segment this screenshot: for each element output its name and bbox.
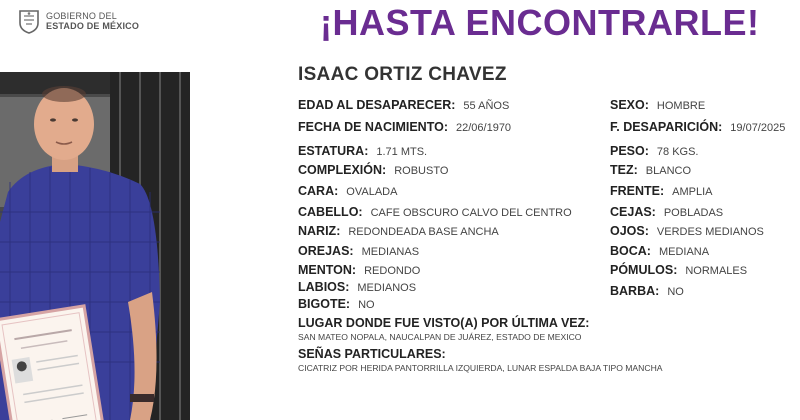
field-value: 19/07/2025 [730, 122, 786, 134]
field-value: 1.71 MTS. [376, 146, 428, 158]
field-eyes [610, 224, 764, 238]
field-lips [298, 280, 416, 294]
field-label: PÓMULOS: [610, 263, 678, 277]
field-label: FECHA DE NACIMIENTO: [298, 120, 448, 134]
person-name: ISAAC ORTIZ CHAVEZ [298, 64, 507, 85]
field-label: PESO: [610, 144, 649, 158]
field-label: MENTON: [298, 263, 357, 277]
field-disappearance-date [610, 120, 785, 134]
field-cheekbones [610, 263, 747, 277]
field-value: MEDIANAS [361, 246, 420, 258]
field-value: HOMBRE [656, 100, 706, 112]
field-label: F. DESAPARICIÓN: [610, 120, 723, 134]
government-logo [18, 8, 139, 34]
field-value: MEDIANOS [357, 282, 417, 294]
field-value: BLANCO [645, 165, 692, 177]
last-seen-label: LUGAR DONDE FUE VISTO(A) POR ÚLTIMA VEZ: [298, 316, 590, 330]
field-value: ROBUSTO [394, 165, 449, 177]
field-sex [610, 98, 705, 112]
field-birth-date [298, 120, 511, 134]
headline: ¡HASTA ENCONTRARLE! [320, 2, 760, 43]
field-value: NO [667, 286, 684, 298]
distinguishing-marks-label: SEÑAS PARTICULARES: [298, 347, 446, 361]
field-value: VERDES MEDIANOS [656, 226, 764, 238]
field-eyebrows [610, 205, 723, 219]
field-nose [298, 224, 499, 238]
field-label: EDAD AL DESAPARECER: [298, 98, 456, 112]
field-value: 55 AÑOS [463, 100, 510, 112]
field-beard [610, 284, 684, 298]
field-value: CAFE OBSCURO CALVO DEL CENTRO [370, 207, 572, 219]
field-value: NORMALES [685, 265, 748, 277]
field-chin [298, 263, 420, 277]
field-complexion [610, 163, 691, 177]
field-forehead [610, 184, 713, 198]
field-value: MEDIANA [658, 246, 710, 258]
field-label: OJOS: [610, 224, 649, 238]
field-label: OREJAS: [298, 244, 354, 258]
distinguishing-marks-value: CICATRIZ POR HERIDA PANTORRILLA IZQUIERDA, LUNAR ESPALDA BAJA TIPO MANCHA [298, 363, 663, 373]
state-seal-icon [18, 8, 40, 34]
field-age [298, 98, 509, 112]
field-value: 22/06/1970 [456, 122, 512, 134]
field-mustache [298, 297, 375, 311]
field-value: 78 KGS. [656, 146, 699, 158]
field-label: ESTATURA: [298, 144, 369, 158]
field-label: LABIOS: [298, 280, 350, 294]
field-label: BOCA: [610, 244, 651, 258]
field-value: NO [358, 299, 375, 311]
last-seen-value: SAN MATEO NOPALA, NAUCALPAN DE JUÁREZ, ESTADO DE MEXICO [298, 332, 582, 342]
field-build [298, 163, 448, 177]
field-label: FRENTE: [610, 184, 665, 198]
field-face [298, 184, 397, 198]
field-value: REDONDEADA BASE ANCHA [348, 226, 499, 238]
field-label: BARBA: [610, 284, 660, 298]
field-label: COMPLEXIÓN: [298, 163, 387, 177]
field-mouth [610, 244, 709, 258]
field-weight [610, 144, 698, 158]
field-value: AMPLIA [672, 186, 713, 198]
field-label: TEZ: [610, 163, 638, 177]
field-value: OVALADA [346, 186, 398, 198]
logo-line-1: GOBIERNO DEL [46, 11, 117, 21]
field-label: CABELLO: [298, 205, 363, 219]
field-label: CARA: [298, 184, 339, 198]
field-label: CEJAS: [610, 205, 656, 219]
field-hair [298, 205, 572, 219]
field-label: BIGOTE: [298, 297, 351, 311]
field-value: POBLADAS [663, 207, 724, 219]
field-height [298, 144, 427, 158]
field-ears [298, 244, 419, 258]
logo-line-2: ESTADO DE MÉXICO [46, 21, 140, 31]
field-value: REDONDO [364, 265, 421, 277]
field-label: SEXO: [610, 98, 649, 112]
field-label: NARIZ: [298, 224, 341, 238]
missing-person-photo [0, 72, 190, 420]
